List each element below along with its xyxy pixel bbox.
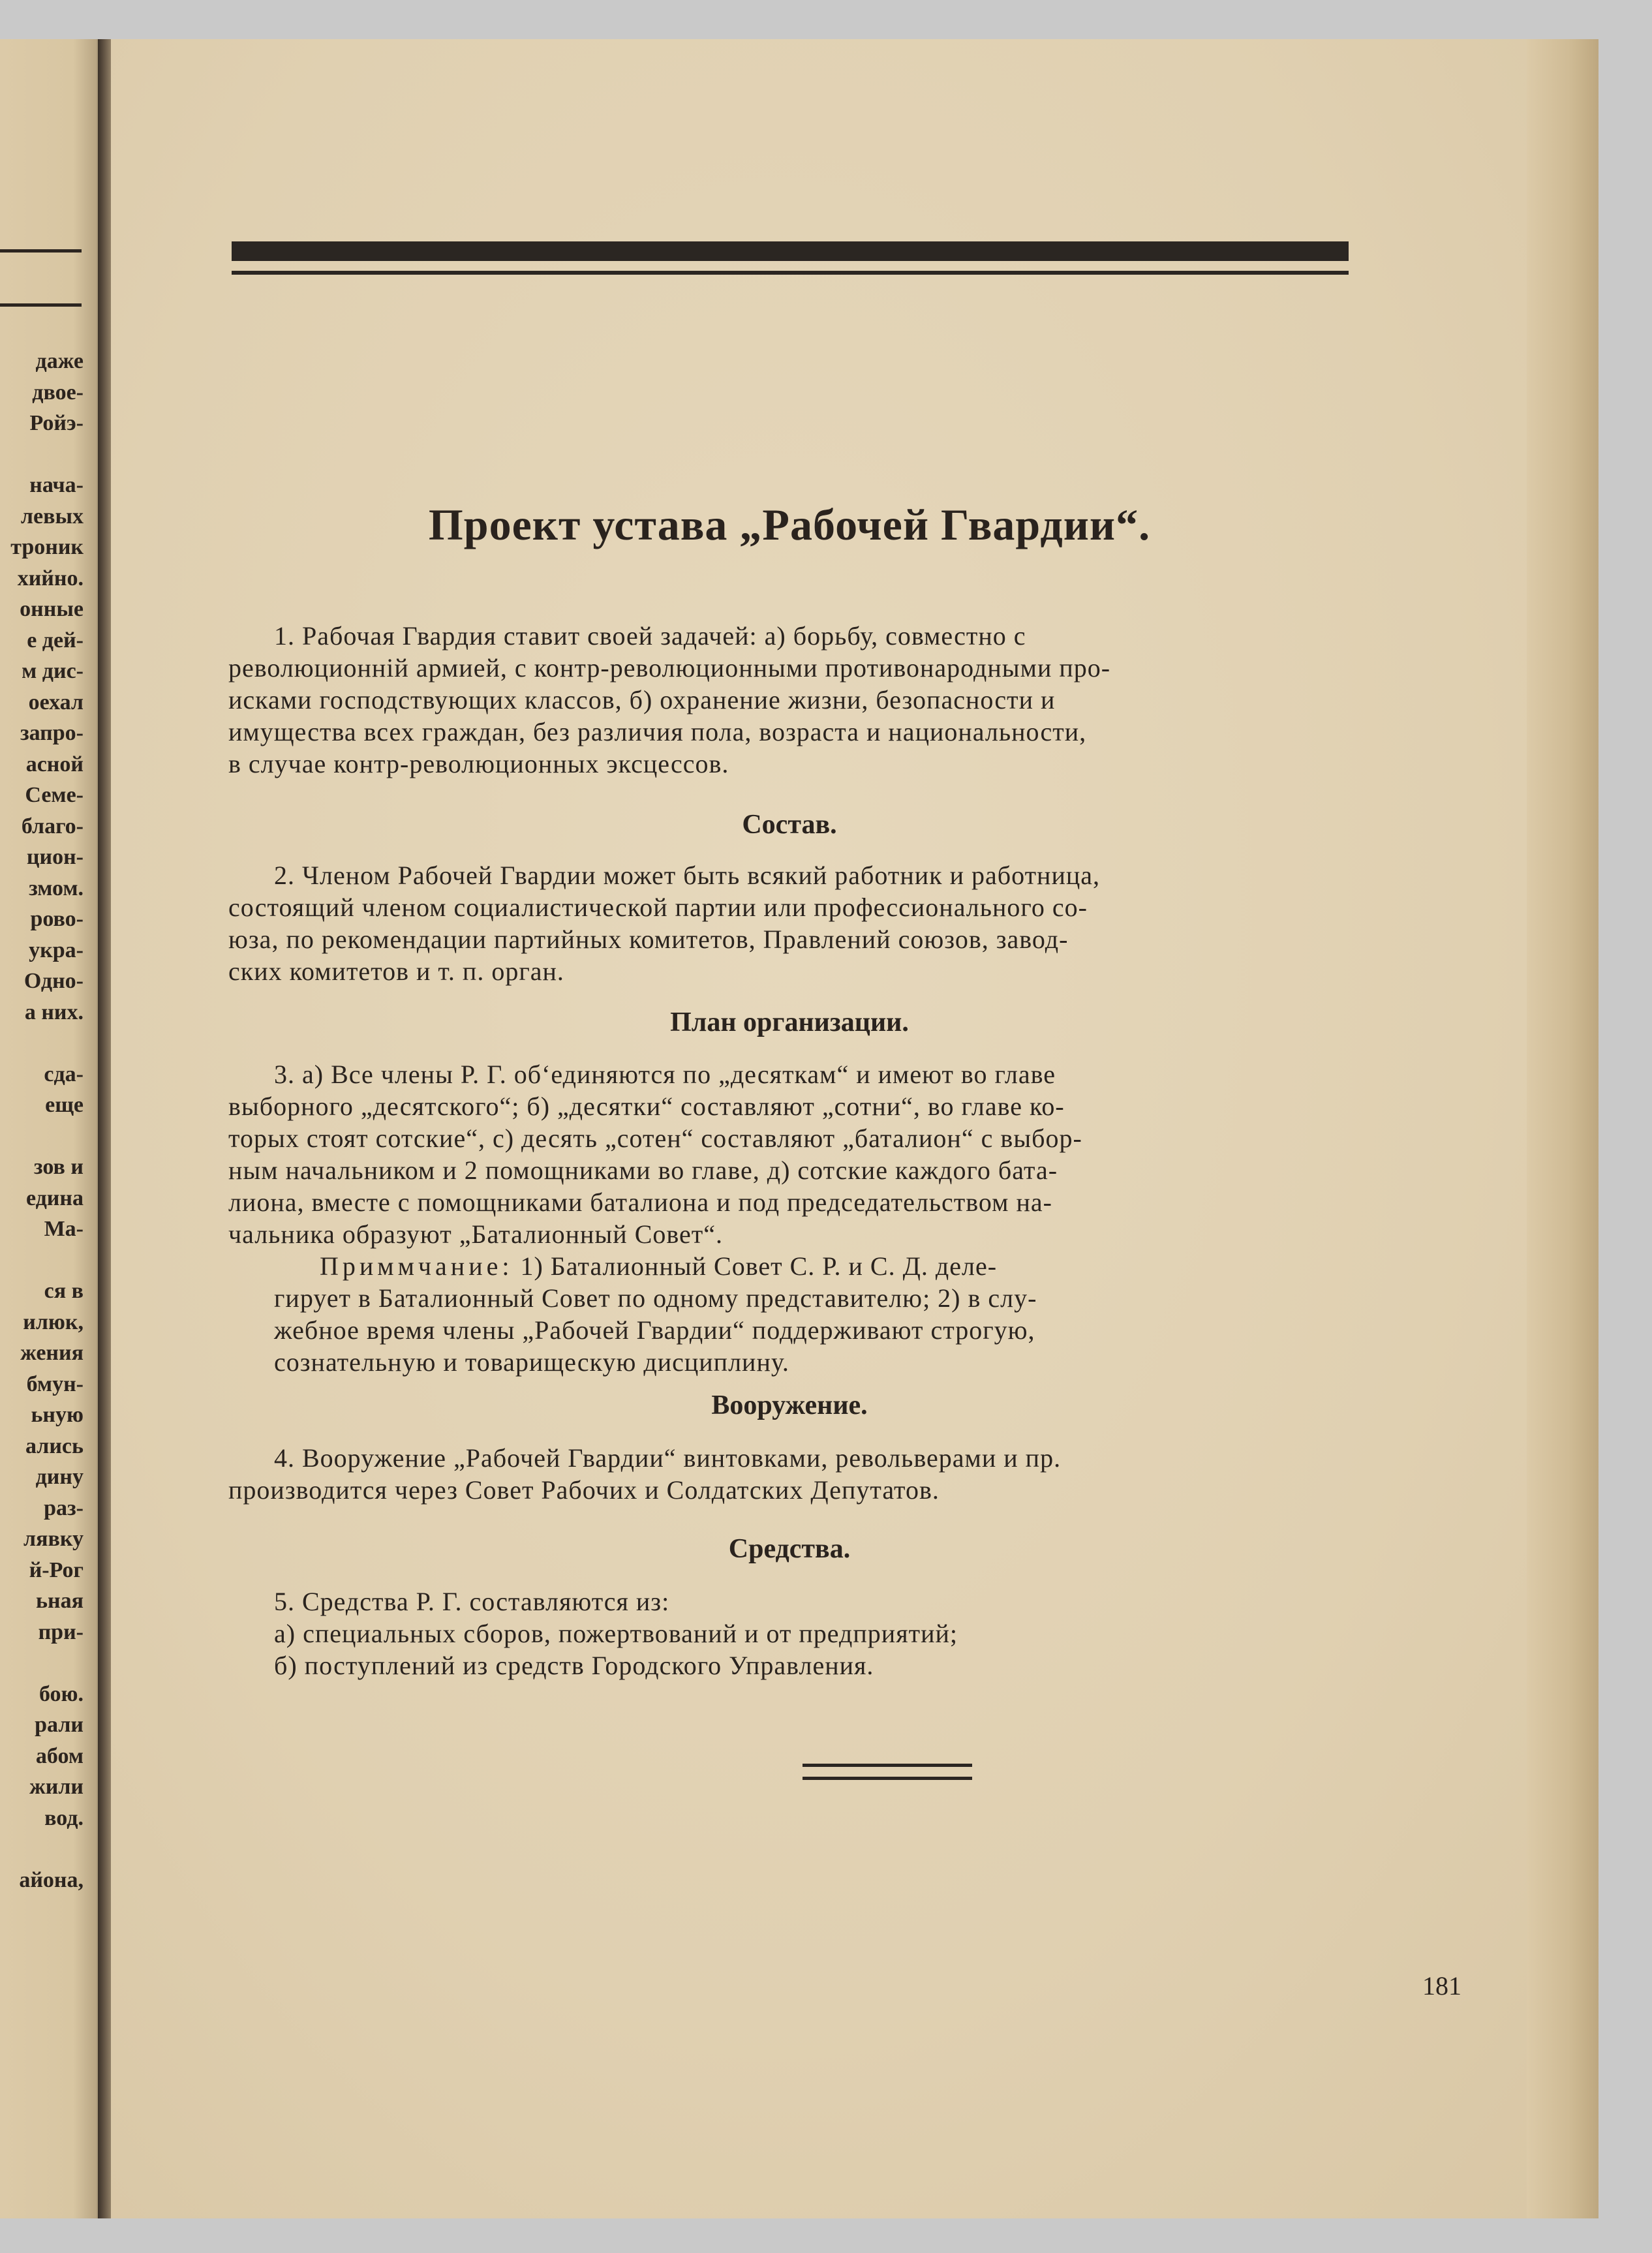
paragraph-4	[228, 1442, 1351, 1506]
paragraph-5	[228, 1586, 1351, 1681]
left-page-edge	[0, 39, 104, 2218]
left-page-line: двое-	[32, 380, 84, 405]
left-page-line: лявку	[23, 1527, 84, 1551]
end-rule	[803, 1777, 972, 1780]
left-page-line: троник	[10, 535, 84, 559]
note-text: 1) Баталионный Совет С. Р. и С. Д. деле-	[520, 1251, 998, 1281]
left-page-line: рали	[35, 1713, 84, 1737]
left-page-rule	[0, 303, 82, 307]
text-line: жебное время члены „Рабочей Гвардии“ поддерживают строгую,	[274, 1315, 1035, 1345]
left-page-line: оехал	[28, 690, 84, 714]
text-line: 1. Рабочая Гвардия ставит своей задачей: а) борьбу, совместно с	[274, 621, 1026, 651]
text-line: сознательную и товарищескую дисциплину.	[274, 1347, 789, 1377]
left-page-line	[0, 1245, 84, 1276]
left-page-line: змом.	[29, 876, 84, 900]
left-page-line: сда-	[44, 1062, 84, 1086]
left-page-line: жили	[29, 1775, 84, 1799]
left-page-line: Одно-	[23, 969, 84, 993]
text-line: гирует в Баталионный Совет по одному представителю; 2) в слу-	[274, 1283, 1037, 1313]
section-heading-plan: План организации.	[670, 1007, 909, 1037]
text-line: выборного „десятского“; б) „десятки“ составляют „сотни“, во главе ко-	[228, 1092, 1065, 1121]
left-page-line: левых	[20, 504, 84, 529]
left-page-line: еще	[45, 1093, 84, 1117]
left-page-line: даже	[35, 349, 84, 373]
text-line	[274, 1250, 1351, 1282]
paragraph-3	[228, 1058, 1351, 1250]
left-page-line: ались	[25, 1433, 84, 1458]
left-page-line: Ройэ-	[29, 411, 84, 435]
note-paragraph	[274, 1250, 1351, 1378]
text-line: а) специальных сборов, пожертвований и от предприятий;	[274, 1619, 958, 1648]
section-heading-sostav: Состав.	[742, 810, 837, 840]
left-page-line: айона,	[19, 1867, 84, 1892]
paragraph-1	[228, 620, 1351, 780]
left-page-line: й-Рог	[29, 1557, 84, 1582]
text-line: революционній армией, с контр-революционными противонародными про-	[228, 653, 1111, 682]
left-page-line: асной	[25, 752, 84, 776]
left-page-line: бмун-	[26, 1372, 84, 1396]
left-page-line: раз-	[44, 1495, 84, 1520]
section-heading-sredstva: Средства.	[728, 1534, 851, 1564]
left-page-line: Семе-	[25, 783, 84, 807]
text-line: лиона, вместе с помощниками баталиона и под председательством на-	[228, 1188, 1052, 1217]
left-page-line: хийно.	[17, 566, 84, 590]
left-page-line	[0, 1121, 84, 1152]
paragraph-2	[228, 859, 1351, 987]
left-page-line: ьная	[36, 1589, 84, 1613]
left-page-line: ся в	[44, 1279, 84, 1303]
left-page-line	[0, 1833, 84, 1865]
left-page-line: е дей-	[27, 628, 84, 652]
end-rule	[803, 1764, 972, 1767]
text-line: состоящий членом социалистической партии или профессионального со-	[228, 893, 1088, 922]
main-page	[111, 39, 1598, 2218]
text-line: 3. а) Все члены Р. Г. об‘единяются по „десяткам“ и имеют во главе	[274, 1060, 1056, 1089]
left-page-line: благо-	[21, 814, 84, 838]
left-page-line: дину	[35, 1465, 84, 1489]
left-page-line: бою.	[38, 1681, 84, 1706]
text-line: юза, по рекомендации партийных комитетов, Правлений союзов, завод-	[228, 925, 1069, 954]
header-rule	[232, 271, 1349, 275]
text-line: 5. Средства Р. Г. составляются из:	[274, 1587, 670, 1616]
text-line: чальника образуют „Баталионный Совет“.	[228, 1219, 724, 1249]
left-page-line: ьную	[31, 1403, 84, 1427]
text-line: б) поступлений из средств Городского Управления.	[274, 1651, 874, 1680]
section-heading-vooruzhenie: Вооружение.	[711, 1390, 868, 1420]
left-page-line: запро-	[20, 721, 84, 745]
text-line: исками господствующих классов, б) охранение жизни, безопасности и	[228, 685, 1056, 714]
document-title: Проект устава „Рабочей Гвардии“.	[428, 500, 1151, 549]
page-number: 181	[1422, 1971, 1461, 2000]
left-page-line: укра-	[29, 938, 84, 962]
left-page-line: илюк,	[23, 1310, 84, 1334]
left-page-line: абом	[35, 1743, 84, 1768]
left-page-line: при-	[38, 1619, 84, 1644]
page-edge-right	[1527, 39, 1598, 2218]
text-line: имущества всех граждан, без различия пола, возраста и национальности,	[228, 717, 1087, 746]
left-page-line: нача-	[29, 473, 84, 497]
text-line: 4. Вооружение „Рабочей Гвардии“ винтовками, револьверами и пр.	[274, 1443, 1062, 1473]
left-page-line	[0, 1648, 84, 1679]
text-line: торых стоят сотские“, с) десять „сотен“ составляют „баталион“ с выбор-	[228, 1124, 1082, 1153]
left-page-line: цион-	[26, 845, 84, 869]
left-page-line: вод.	[44, 1805, 84, 1830]
header-bar	[232, 241, 1349, 261]
text-line: в случае контр-революционных эксцессов.	[228, 749, 729, 778]
left-page-line: м дис-	[22, 659, 84, 683]
left-page-line: Ма-	[44, 1217, 84, 1241]
scanned-book-spread	[0, 39, 1598, 2218]
text-line: ным начальником и 2 помощниками во главе, д) сотские каждого бата-	[228, 1156, 1058, 1185]
left-page-line: рово-	[30, 907, 84, 931]
left-page-line: а них.	[24, 1000, 84, 1024]
note-label: Приммчание:	[320, 1251, 513, 1281]
left-page-line	[0, 439, 84, 470]
left-page-line: онные	[20, 597, 84, 621]
left-page-rule	[0, 249, 82, 253]
left-page-line	[0, 1028, 84, 1059]
left-page-line: жения	[20, 1341, 84, 1365]
text-line: производится через Совет Рабочих и Солдатских Депутатов.	[228, 1475, 940, 1505]
text-line: ских комитетов и т. п. орган.	[228, 957, 564, 986]
left-page-line: едина	[25, 1186, 84, 1210]
text-line: 2. Членом Рабочей Гвардии может быть всякий работник и работница,	[274, 861, 1101, 890]
left-page-line: зов и	[33, 1155, 84, 1179]
left-page-text-fragments	[0, 346, 84, 1895]
